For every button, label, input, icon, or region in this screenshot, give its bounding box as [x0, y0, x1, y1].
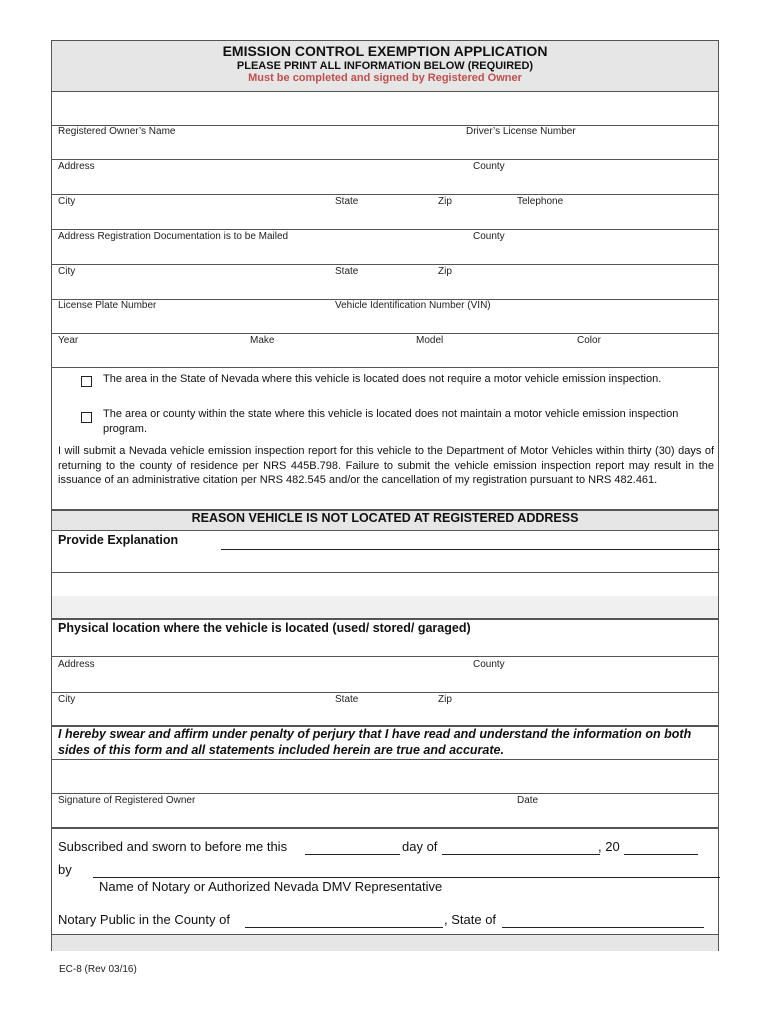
row-divider	[52, 618, 718, 620]
sworn-month-field[interactable]	[442, 854, 600, 855]
row-divider	[52, 367, 718, 368]
sworn-prefix: Subscribed and sworn to before me this	[58, 839, 288, 854]
row-divider	[52, 692, 718, 693]
model-label: Model	[416, 335, 444, 346]
sworn-year-field[interactable]	[624, 854, 698, 855]
row-divider	[52, 159, 718, 160]
row-divider	[52, 264, 718, 265]
option-2-text: The area or county within the state where this vehicle is located does not maintain a motor vehicle emission inspection program.	[103, 408, 679, 435]
plate-number-label: License Plate Number	[58, 300, 157, 311]
owner-county-label: County	[473, 161, 505, 172]
mailing-state-label: State	[335, 266, 359, 277]
year-prefix: , 20	[598, 839, 620, 854]
signature-line[interactable]	[52, 793, 718, 794]
explanation-line-2[interactable]	[52, 572, 718, 573]
row-divider	[52, 229, 718, 230]
row-divider	[52, 827, 718, 829]
form-revision: EC-8 (Rev 03/16)	[59, 964, 137, 975]
by-label: by	[58, 862, 72, 877]
explanation-label: Provide Explanation	[58, 533, 179, 547]
date-label: Date	[517, 795, 539, 806]
row-divider	[52, 656, 718, 657]
owner-state-label: State	[335, 196, 359, 207]
vin-label: Vehicle Identification Number (VIN)	[335, 300, 491, 311]
form-subtitle: PLEASE PRINT ALL INFORMATION BELOW (REQUIRED)	[236, 60, 534, 72]
mailing-address-label: Address Registration Documentation is to be Mailed	[58, 231, 289, 242]
notary-state-prefix: , State of	[444, 912, 497, 927]
drivers-license-label: Driver’s License Number	[466, 126, 576, 137]
perjury-oath: I hereby swear and affirm under penalty of perjury that I have read and understand the information on both sides of this form and all statements included herein are true and accurate.	[58, 727, 692, 757]
physical-address-label: Address	[58, 659, 95, 670]
form-header	[52, 41, 718, 92]
make-label: Make	[250, 335, 275, 346]
day-of-label: day of	[402, 839, 438, 854]
physical-county-label: County	[473, 659, 505, 670]
signature-label: Signature of Registered Owner	[58, 795, 196, 806]
owner-telephone-label: Telephone	[517, 196, 564, 207]
notary-name-field[interactable]	[93, 877, 720, 878]
notary-state-field[interactable]	[502, 927, 704, 928]
physical-state-label: State	[335, 694, 359, 705]
option-1-text: The area in the State of Nevada where this vehicle is located does not require a motor vehicle emission inspection.	[103, 373, 662, 385]
physical-zip-label: Zip	[438, 694, 452, 705]
year-label: Year	[58, 335, 79, 346]
mailing-zip-label: Zip	[438, 266, 452, 277]
form-bottom-bar	[52, 934, 718, 951]
reason-heading: REASON VEHICLE IS NOT LOCATED AT REGISTERED ADDRESS	[191, 511, 579, 525]
form-required-note: Must be completed and signed by Registered Owner	[248, 72, 522, 84]
physical-city-label: City	[58, 694, 76, 705]
option-1-checkbox[interactable]	[81, 376, 92, 387]
notary-county-field[interactable]	[245, 927, 443, 928]
explanation-gray-row	[52, 596, 718, 618]
color-label: Color	[577, 335, 601, 346]
sworn-day-field[interactable]	[305, 854, 400, 855]
notary-county-prefix: Notary Public in the County of	[58, 912, 230, 927]
notary-name-label: Name of Notary or Authorized Nevada DMV Representative	[99, 879, 443, 894]
row-divider	[52, 194, 718, 195]
mailing-county-label: County	[473, 231, 505, 242]
owner-name-label: Registered Owner’s Name	[58, 126, 176, 137]
row-divider	[52, 333, 718, 334]
option-2-checkbox[interactable]	[81, 412, 92, 423]
owner-city-label: City	[58, 196, 76, 207]
inspection-statement: I will submit a Nevada vehicle emission inspection report for this vehicle to the Department of Motor Vehicles within thirty (30) days of returning to the county of residence per NRS 445B.798. Failure to submit the vehicle emission inspection report may result in the issuance of an administrative citation per NRS 482.545 and/or the cancellation of my registration pursuant to NRS 482.461.	[58, 445, 714, 486]
physical-location-heading: Physical location where the vehicle is located (used/ stored/ garaged)	[58, 621, 471, 635]
owner-zip-label: Zip	[438, 196, 452, 207]
mailing-city-label: City	[58, 266, 76, 277]
explanation-line-1[interactable]	[221, 549, 720, 550]
form-title: EMISSION CONTROL EXEMPTION APPLICATION	[222, 43, 548, 59]
exemption-form	[51, 40, 719, 951]
row-divider	[52, 759, 718, 760]
owner-address-label: Address	[58, 161, 95, 172]
